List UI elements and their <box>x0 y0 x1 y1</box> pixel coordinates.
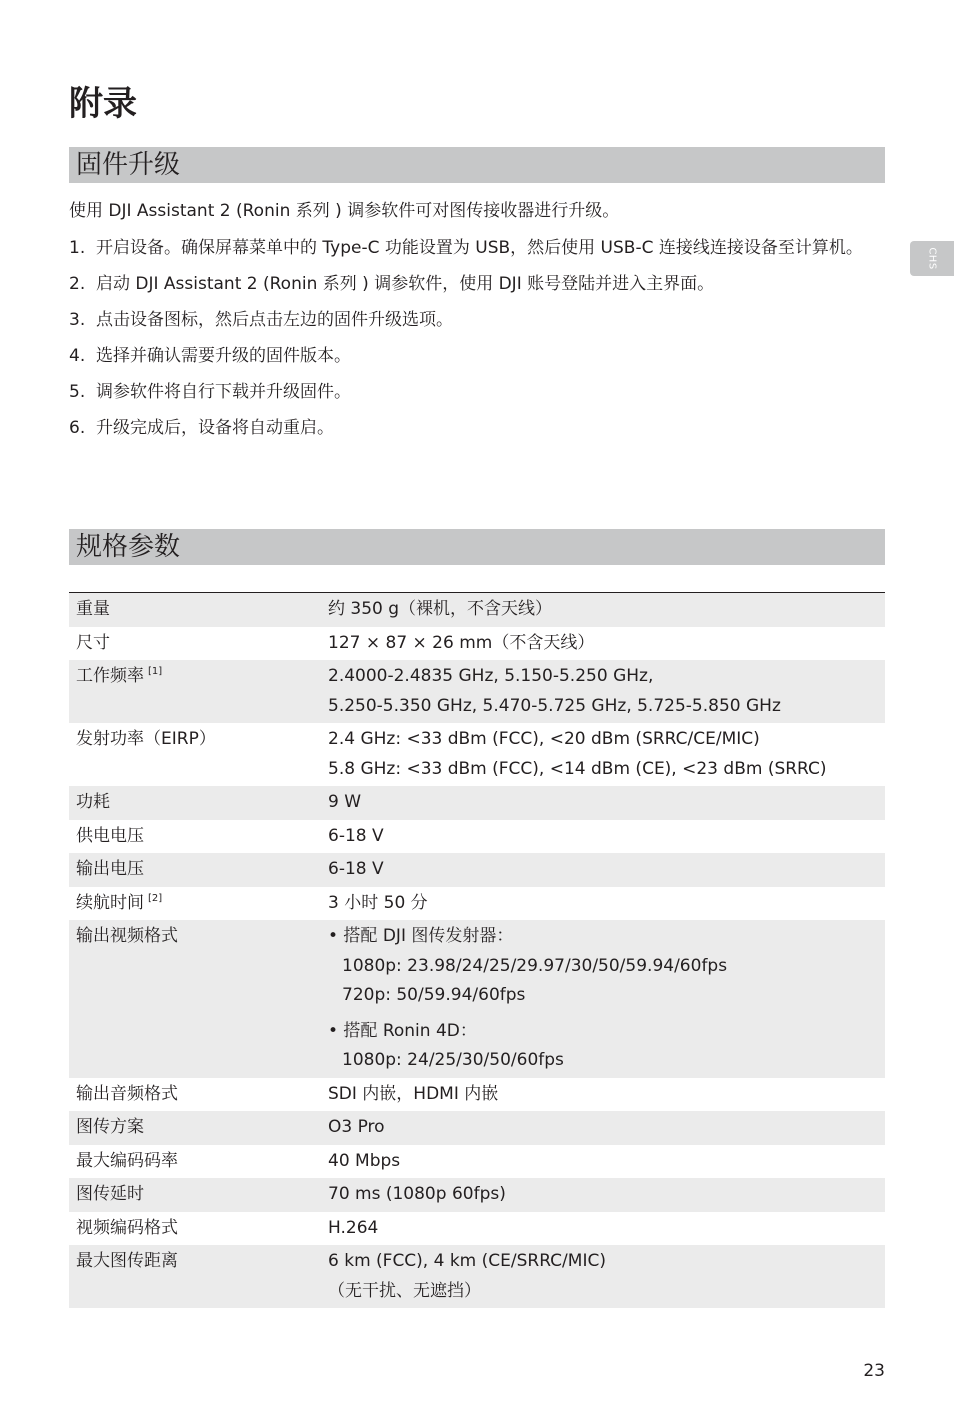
spec-value <box>321 820 885 854</box>
spec-key <box>69 920 321 1078</box>
step-text: 升级完成后，设备将自动重启。 <box>96 418 334 438</box>
spec-key <box>69 887 321 921</box>
firmware-step <box>69 270 885 299</box>
spec-key <box>69 853 321 887</box>
spec-key-label: 续航时间 <box>76 892 144 913</box>
spec-key <box>69 1078 321 1112</box>
spec-key <box>69 1111 321 1145</box>
language-tab <box>910 241 954 276</box>
firmware-steps-list <box>69 234 885 450</box>
language-tab-label: CHS <box>926 247 938 270</box>
spec-value-line: 9 W <box>328 792 362 812</box>
step-number: 2. <box>69 274 86 294</box>
spec-key-label: 尺寸 <box>76 632 110 653</box>
spec-value <box>321 887 885 921</box>
spec-key <box>69 593 321 627</box>
spec-value <box>321 660 885 723</box>
step-text: 点击设备图标，然后点击左边的固件升级选项。 <box>96 310 453 330</box>
spec-key-label: 最大图传距离 <box>76 1251 178 1271</box>
spec-key-label: 供电电压 <box>76 825 144 846</box>
spec-value-line: 5.250-5.350 GHz, 5.470-5.725 GHz, 5.725-5.850 GHz <box>328 695 781 716</box>
spec-key <box>69 1245 321 1308</box>
spec-value-line: 5.8 GHz: <33 dBm (FCC), <14 dBm (CE), <23 dBm (SRRC) <box>328 758 827 779</box>
spec-key <box>69 723 321 786</box>
firmware-step <box>69 306 885 335</box>
spec-value <box>321 1145 885 1179</box>
footnote-ref: [2] <box>148 892 163 904</box>
spec-key <box>69 820 321 854</box>
spec-bullet-head: • 搭配 Ronin 4D： <box>328 1020 477 1041</box>
section-heading-firmware: 固件升级 <box>69 147 885 183</box>
spec-row <box>69 1178 885 1212</box>
spec-key <box>69 1145 321 1179</box>
step-text: 调参软件将自行下载并升级固件。 <box>96 382 351 402</box>
spec-key-label: 功耗 <box>76 792 110 812</box>
spec-bullet-line: 1080p: 23.98/24/25/29.97/30/50/59.94/60fps <box>342 955 728 976</box>
spec-value <box>321 1245 885 1308</box>
spec-row <box>69 1078 885 1112</box>
spec-value <box>321 593 885 627</box>
spec-key-label: 输出电压 <box>76 859 144 879</box>
spec-value-line: 40 Mbps <box>328 1150 401 1171</box>
step-number: 3. <box>69 310 86 330</box>
spec-value-line: 约 350 g（裸机，不含天线） <box>328 599 553 619</box>
step-number: 4. <box>69 346 86 366</box>
spec-value <box>321 723 885 786</box>
page-number: 23 <box>863 1361 885 1381</box>
step-text: 选择并确认需要升级的固件版本。 <box>96 346 351 366</box>
spec-value <box>321 920 885 1078</box>
spec-row <box>69 723 885 786</box>
firmware-step <box>69 378 885 407</box>
firmware-step <box>69 414 885 443</box>
spec-value-line: O3 Pro <box>328 1117 385 1137</box>
section-heading-specs: 规格参数 <box>69 529 885 565</box>
spec-value-line: 6 km (FCC), 4 km (CE/SRRC/MIC) <box>328 1251 606 1271</box>
spec-value-line: 2.4000-2.4835 GHz, 5.150-5.250 GHz, <box>328 666 654 686</box>
spec-key-label: 工作频率 <box>76 666 144 686</box>
spec-key-label: 图传延时 <box>76 1184 144 1204</box>
step-text: 启动 DJI Assistant 2 (Ronin 系列 ) 调参软件，使用 DJI 账号登陆并进入主界面。 <box>96 274 715 294</box>
spec-row <box>69 853 885 887</box>
step-number: 6. <box>69 418 86 438</box>
spec-value-line: 3 小时 50 分 <box>328 892 428 913</box>
spec-row <box>69 920 885 1078</box>
spec-bullet-line: 720p: 50/59.94/60fps <box>342 985 526 1005</box>
firmware-intro: 使用 DJI Assistant 2 (Ronin 系列 ) 调参软件可对图传接收器进行升级。 <box>69 201 620 221</box>
page-title: 附录 <box>69 84 137 124</box>
spec-value-line: （无干扰、无遮挡） <box>328 1280 481 1301</box>
spec-row <box>69 660 885 723</box>
spec-row <box>69 627 885 661</box>
spec-value <box>321 627 885 661</box>
spec-key-label: 视频编码格式 <box>76 1217 178 1238</box>
spec-key-label: 图传方案 <box>76 1117 144 1137</box>
spec-value <box>321 1111 885 1145</box>
spec-value-line: 70 ms (1080p 60fps) <box>328 1184 506 1204</box>
spec-key <box>69 660 321 723</box>
spec-key-label: 发射功率（EIRP） <box>76 729 216 749</box>
spec-value-line: 2.4 GHz: <33 dBm (FCC), <20 dBm (SRRC/CE/MIC) <box>328 729 760 749</box>
spec-value-line: 6-18 V <box>328 859 384 879</box>
spec-row <box>69 887 885 921</box>
spec-bullet-head: • 搭配 DJI 图传发射器： <box>328 926 514 946</box>
spec-key <box>69 627 321 661</box>
spec-key <box>69 1212 321 1246</box>
spec-row <box>69 1245 885 1308</box>
spec-key-label: 最大编码码率 <box>76 1150 178 1171</box>
spec-key-label: 输出音频格式 <box>76 1083 178 1104</box>
spec-value-line: 127 × 87 × 26 mm（不含天线） <box>328 632 595 653</box>
firmware-step <box>69 342 885 371</box>
spec-key-label: 重量 <box>76 599 110 619</box>
spec-row <box>69 1212 885 1246</box>
spec-key <box>69 786 321 820</box>
spec-value <box>321 786 885 820</box>
spec-value-line: 6-18 V <box>328 825 384 846</box>
spec-bullet-line: 1080p: 24/25/30/50/60fps <box>342 1050 564 1070</box>
spec-row <box>69 786 885 820</box>
spec-value-line: SDI 内嵌，HDMI 内嵌 <box>328 1083 499 1104</box>
spec-table <box>69 592 885 1308</box>
spec-value-line: H.264 <box>328 1217 379 1238</box>
footnote-ref: [1] <box>148 666 163 678</box>
spec-value <box>321 1178 885 1212</box>
firmware-step <box>69 234 885 263</box>
step-number: 1. <box>69 238 86 258</box>
step-text: 开启设备。确保屏幕菜单中的 Type-C 功能设置为 USB，然后使用 USB-C 连接线连接设备至计算机。 <box>96 238 863 258</box>
spec-value <box>321 1078 885 1112</box>
step-number: 5. <box>69 382 86 402</box>
spec-row <box>69 1111 885 1145</box>
spec-row <box>69 593 885 627</box>
spec-value <box>321 853 885 887</box>
spec-value <box>321 1212 885 1246</box>
spec-row <box>69 1145 885 1179</box>
spec-key-label: 输出视频格式 <box>76 926 178 946</box>
spec-key <box>69 1178 321 1212</box>
spec-row <box>69 820 885 854</box>
